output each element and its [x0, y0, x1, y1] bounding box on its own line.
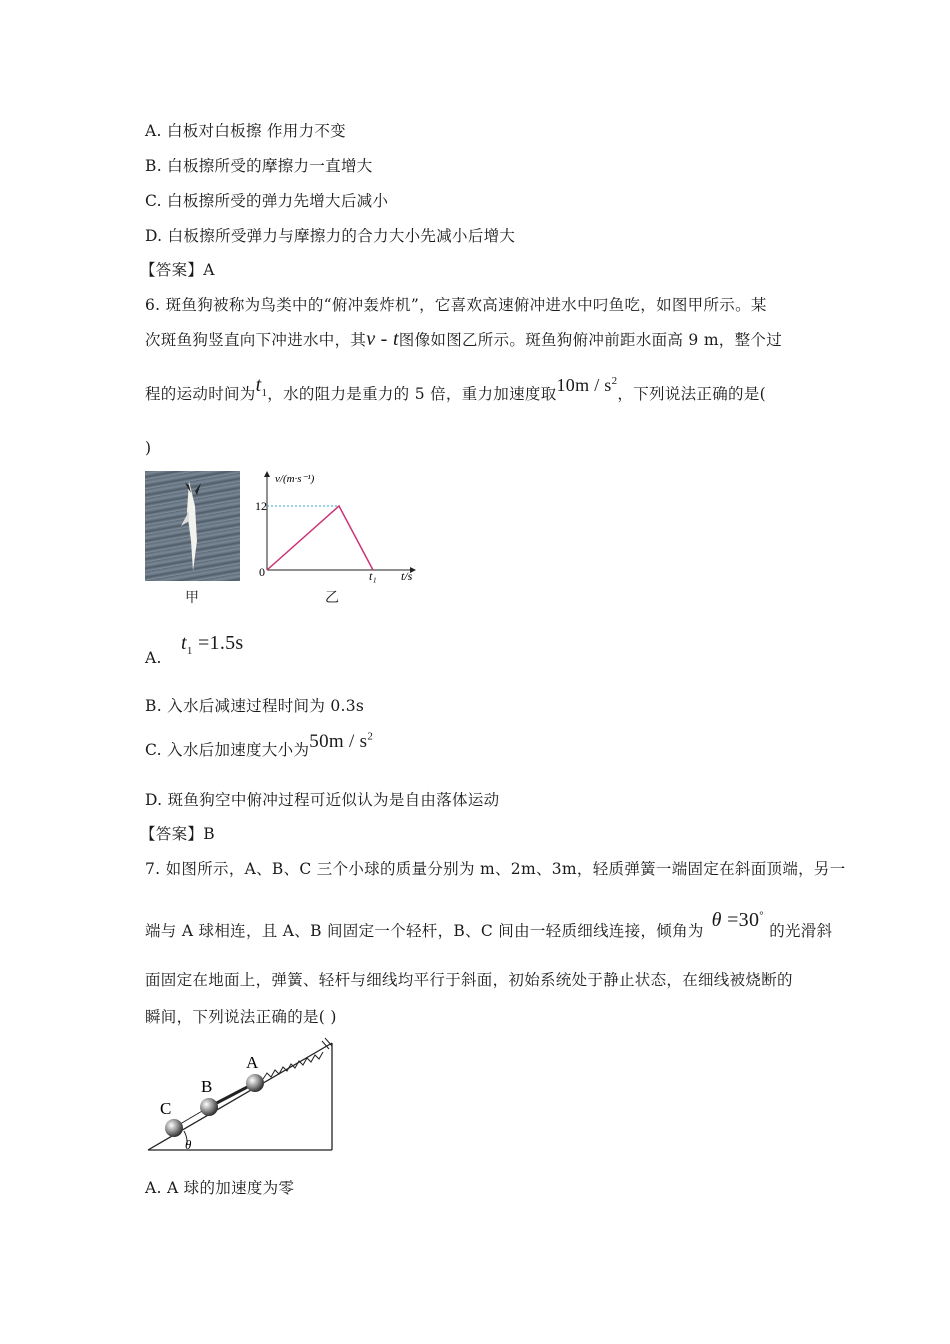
value: =1.5s: [192, 632, 244, 654]
q6-text: C. 入水后加速度大小为: [145, 741, 310, 759]
q7-stem-line3: 面固定在地面上，弹簧、轻杆与细线均平行于斜面，初始系统处于静止状态，在细线被烧断的: [145, 971, 793, 989]
q6-option-a-expr: [180, 632, 244, 657]
label-c: C: [160, 1099, 172, 1118]
q7-theta-expr: [712, 909, 764, 931]
q7-text: 的光滑斜: [763, 922, 833, 940]
ball-a: [246, 1074, 264, 1092]
x-tick-t1: t₁: [369, 569, 377, 583]
q7-text: 端与 A 球相连，且 A、B 间固定一个轻杆，B、C 间由一轻质细线连接，倾角为: [145, 922, 704, 940]
figure-caption-jia: 甲: [185, 590, 199, 606]
q6-g-value: [557, 375, 618, 395]
q6-t1-symbol: [255, 374, 268, 399]
label-theta: θ: [185, 1137, 192, 1152]
q5-answer: [140, 258, 215, 280]
q6-text: ，水的阻力是重力的 5 倍，重力加速度取: [267, 385, 557, 403]
q7-stem-line2: [145, 909, 833, 942]
q6-stem-line2: [145, 328, 782, 351]
subscript: 1: [261, 387, 268, 399]
q5-option-a: A. 白板对白板擦 作用力不变: [145, 122, 346, 140]
answer-tag: 【答案】: [140, 261, 204, 279]
ball-c: [165, 1119, 183, 1137]
series-line-v: [267, 506, 373, 570]
option-label: A.: [145, 649, 162, 667]
incline-figure: [145, 1035, 345, 1155]
superscript: 2: [611, 375, 618, 387]
q6-text: 图像如图乙所示。斑鱼狗俯冲前距水面高 9 m，整个过: [398, 331, 783, 349]
g-text: 10m / s: [556, 375, 612, 395]
q5-option-b: B. 白板擦所受的摩擦力一直增大: [145, 157, 373, 175]
q6-text: ，下列说法正确的是(: [617, 385, 766, 403]
q6-option-b: B. 入水后减速过程时间为 0.3s: [145, 697, 365, 715]
vt-chart: [255, 466, 425, 588]
q7-stem-line4: 瞬间，下列说法正确的是( ): [145, 1008, 337, 1026]
q6-vt-symbol: v - t: [366, 328, 399, 350]
q5-option-d: D. 白板擦所受弹力与摩擦力的合力大小先减小后增大: [145, 227, 516, 245]
q6-stem-line3: [145, 374, 766, 407]
q6-text: 次斑鱼狗竖直向下冲进水中，其: [145, 331, 367, 349]
ball-b: [200, 1098, 218, 1116]
q6-option-d: D. 斑鱼狗空中俯冲过程可近似认为是自由落体运动: [145, 791, 500, 809]
spring: [263, 1052, 323, 1079]
bird-diving-icon: [145, 471, 240, 581]
answer-value: B: [203, 825, 215, 843]
y-tick-12: 12: [255, 499, 267, 513]
q6-option-c-value: [309, 731, 373, 752]
q6-option-c: [145, 730, 374, 761]
value: =30: [721, 909, 760, 931]
q6-answer: [140, 822, 215, 844]
figure-caption-yi: 乙: [325, 590, 339, 606]
label-b: B: [201, 1077, 213, 1096]
answer-tag: 【答案】: [140, 825, 204, 843]
accel-text: 50m / s: [309, 731, 368, 752]
subscript: 1: [186, 645, 193, 657]
gannet-photo: [145, 471, 240, 581]
superscript: °: [759, 909, 764, 922]
x-axis-label: t/s: [401, 569, 413, 583]
x-tick-0: 0: [259, 565, 265, 579]
superscript: 2: [367, 730, 374, 743]
q7-stem-line1: 7. 如图所示，A、B、C 三个小球的质量分别为 m、2m、3m，轻质弹簧一端固定在斜面顶端，另一: [145, 860, 846, 878]
y-axis-label: v/(m·s⁻¹): [275, 473, 315, 485]
theta-symbol: θ: [711, 909, 722, 931]
q6-option-a: [145, 632, 244, 667]
q5-option-c: C. 白板擦所受的弹力先增大后减小: [145, 192, 389, 210]
q7-option-a: A. A 球的加速度为零: [145, 1179, 295, 1197]
q6-stem-line1: 6. 斑鱼狗被称为鸟类中的“俯冲轰炸机”，它喜欢高速俯冲进水中叼鱼吃，如图甲所示。某: [145, 296, 767, 314]
q6-stem-line4: ): [145, 439, 152, 457]
t-symbol: t: [255, 374, 262, 396]
q6-text: 程的运动时间为: [145, 385, 256, 403]
answer-value: A: [203, 261, 215, 279]
t-symbol: t: [180, 632, 187, 654]
label-a: A: [246, 1053, 259, 1072]
